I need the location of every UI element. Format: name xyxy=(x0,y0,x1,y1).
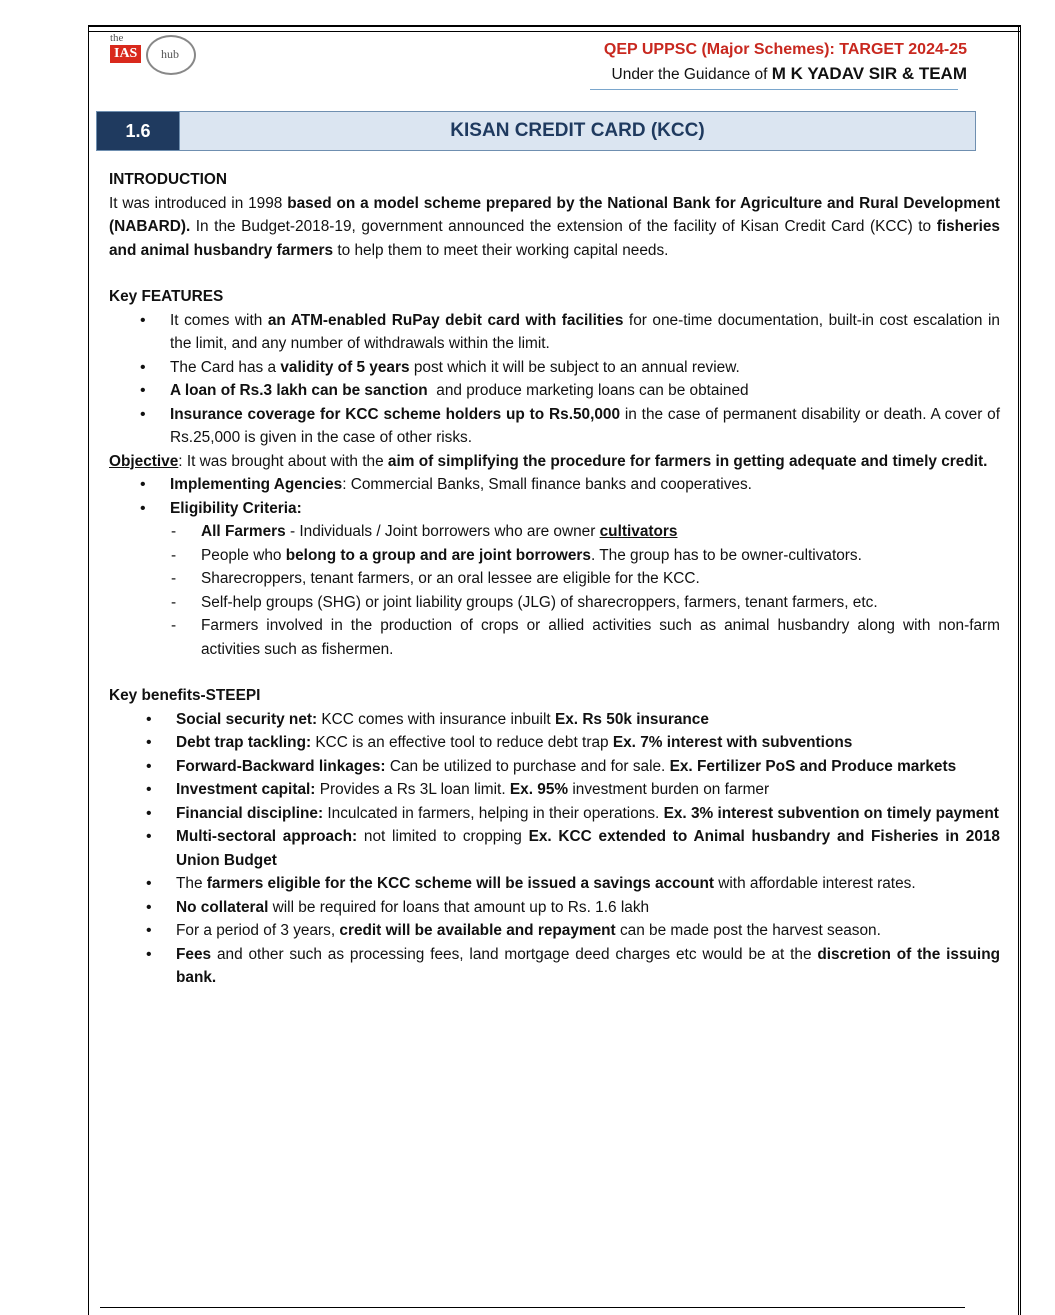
ias-hub-logo xyxy=(108,32,198,82)
guidance-name: M K YADAV SIR & TEAM xyxy=(771,64,967,83)
eligibility-item: • Eligibility Criteria: xyxy=(109,497,1000,521)
intro-heading: INTRODUCTION xyxy=(109,171,227,188)
section-title: KISAN CREDIT CARD (KCC) xyxy=(179,112,975,150)
eligibility-criterion: - Self-help groups (SHG) or joint liability groups (JLG) of sharecroppers, farmers, tenant farmers, etc. xyxy=(109,591,1000,615)
features-heading: Key FEATURES xyxy=(109,288,224,305)
benefits-list xyxy=(109,708,1000,990)
header-program-title: QEP UPPSC (Major Schemes): TARGET 2024-25 xyxy=(603,41,967,58)
header-guidance xyxy=(612,64,968,84)
intro-paragraph: It was introduced in 1998 based on a model scheme prepared by the National Bank for Agriculture and Rural Development (NABARD). In the Budget-2018-19, government announced the extension of the facility of Kisan Credit Card (KCC) to fisheries and animal husbandry farmers to help them to meet their working capital needs. xyxy=(109,194,1000,259)
feature-item: • Insurance coverage for KCC scheme holders up to Rs.50,000 in the case of permanent disability or death. A cover of Rs.25,000 is given in the case of other risks. xyxy=(109,403,1000,450)
guidance-prefix: Under the Guidance of xyxy=(611,66,772,83)
eligibility-criterion: - All Farmers - Individuals / Joint borrowers who are owner cultivators xyxy=(109,520,1000,544)
logo-ias: IAS xyxy=(110,45,141,63)
benefit-item: • The farmers eligible for the KCC scheme will be issued a savings account with affordable interest rates. xyxy=(109,872,1000,896)
page-frame-left xyxy=(88,25,89,1315)
feature-item: • It comes with an ATM-enabled RuPay debit card with facilities for one-time documentation, built-in cost escalation in the limit, and any number of withdrawals within the limit. xyxy=(109,309,1000,356)
document-body xyxy=(109,168,1000,990)
benefit-item: • Investment capital: Provides a Rs 3L loan limit. Ex. 95% investment burden on farmer xyxy=(109,778,1000,802)
benefit-item: • For a period of 3 years, credit will be available and repayment can be made post the harvest season. xyxy=(109,919,1000,943)
objective-label: Objective xyxy=(109,452,179,470)
section-banner xyxy=(96,111,976,151)
page-frame-top xyxy=(88,25,1021,32)
header-rule xyxy=(590,89,958,90)
features-list xyxy=(109,309,1000,450)
feature-item: • A loan of Rs.3 lakh can be sanction and produce marketing loans can be obtained xyxy=(109,379,1000,403)
objective-paragraph: Objective: It was brought about with the aim of simplifying the procedure for farmers in getting adequate and timely credit. xyxy=(109,452,988,470)
agencies-item: • Implementing Agencies: Commercial Banks, Small finance banks and cooperatives. xyxy=(109,473,1000,497)
logo-hub: hub xyxy=(161,47,179,61)
benefit-item: • Fees and other such as processing fees, land mortgage deed charges etc would be at the discretion of the issuing bank. xyxy=(109,943,1000,990)
objective-list xyxy=(109,473,1000,520)
eligibility-criterion: - Sharecroppers, tenant farmers, or an oral lessee are eligible for the KCC. xyxy=(109,567,1000,591)
page-frame-bottom xyxy=(100,1307,965,1308)
benefit-item: • No collateral will be required for loans that amount up to Rs. 1.6 lakh xyxy=(109,896,1000,920)
logo-the: the xyxy=(110,32,124,44)
benefit-item: • Multi-sectoral approach: not limited to cropping Ex. KCC extended to Animal husbandry and Fisheries in 2018 Union Budget xyxy=(109,825,1000,872)
section-number: 1.6 xyxy=(97,112,179,150)
feature-item: • The Card has a validity of 5 years post which it will be subject to an annual review. xyxy=(109,356,1000,380)
benefit-item: • Financial discipline: Inculcated in farmers, helping in their operations. Ex. 3% interest subvention on timely payment xyxy=(109,802,1000,826)
benefits-heading: Key benefits-STEEPI xyxy=(109,687,261,704)
eligibility-criterion: - People who belong to a group and are joint borrowers. The group has to be owner-cultivators. xyxy=(109,544,1000,568)
benefit-item: • Forward-Backward linkages: Can be utilized to purchase and for sale. Ex. Fertilizer PoS and Produce markets xyxy=(109,755,1000,779)
eligibility-criterion: - Farmers involved in the production of crops or allied activities such as animal husbandry along with non-farm activities such as fishermen. xyxy=(109,614,1000,661)
page-frame-right xyxy=(1018,25,1021,1315)
benefit-item: • Debt trap tackling: KCC is an effective tool to reduce debt trap Ex. 7% interest with subventions xyxy=(109,731,1000,755)
eligibility-list xyxy=(109,520,1000,661)
benefit-item: • Social security net: KCC comes with insurance inbuilt Ex. Rs 50k insurance xyxy=(109,708,1000,732)
